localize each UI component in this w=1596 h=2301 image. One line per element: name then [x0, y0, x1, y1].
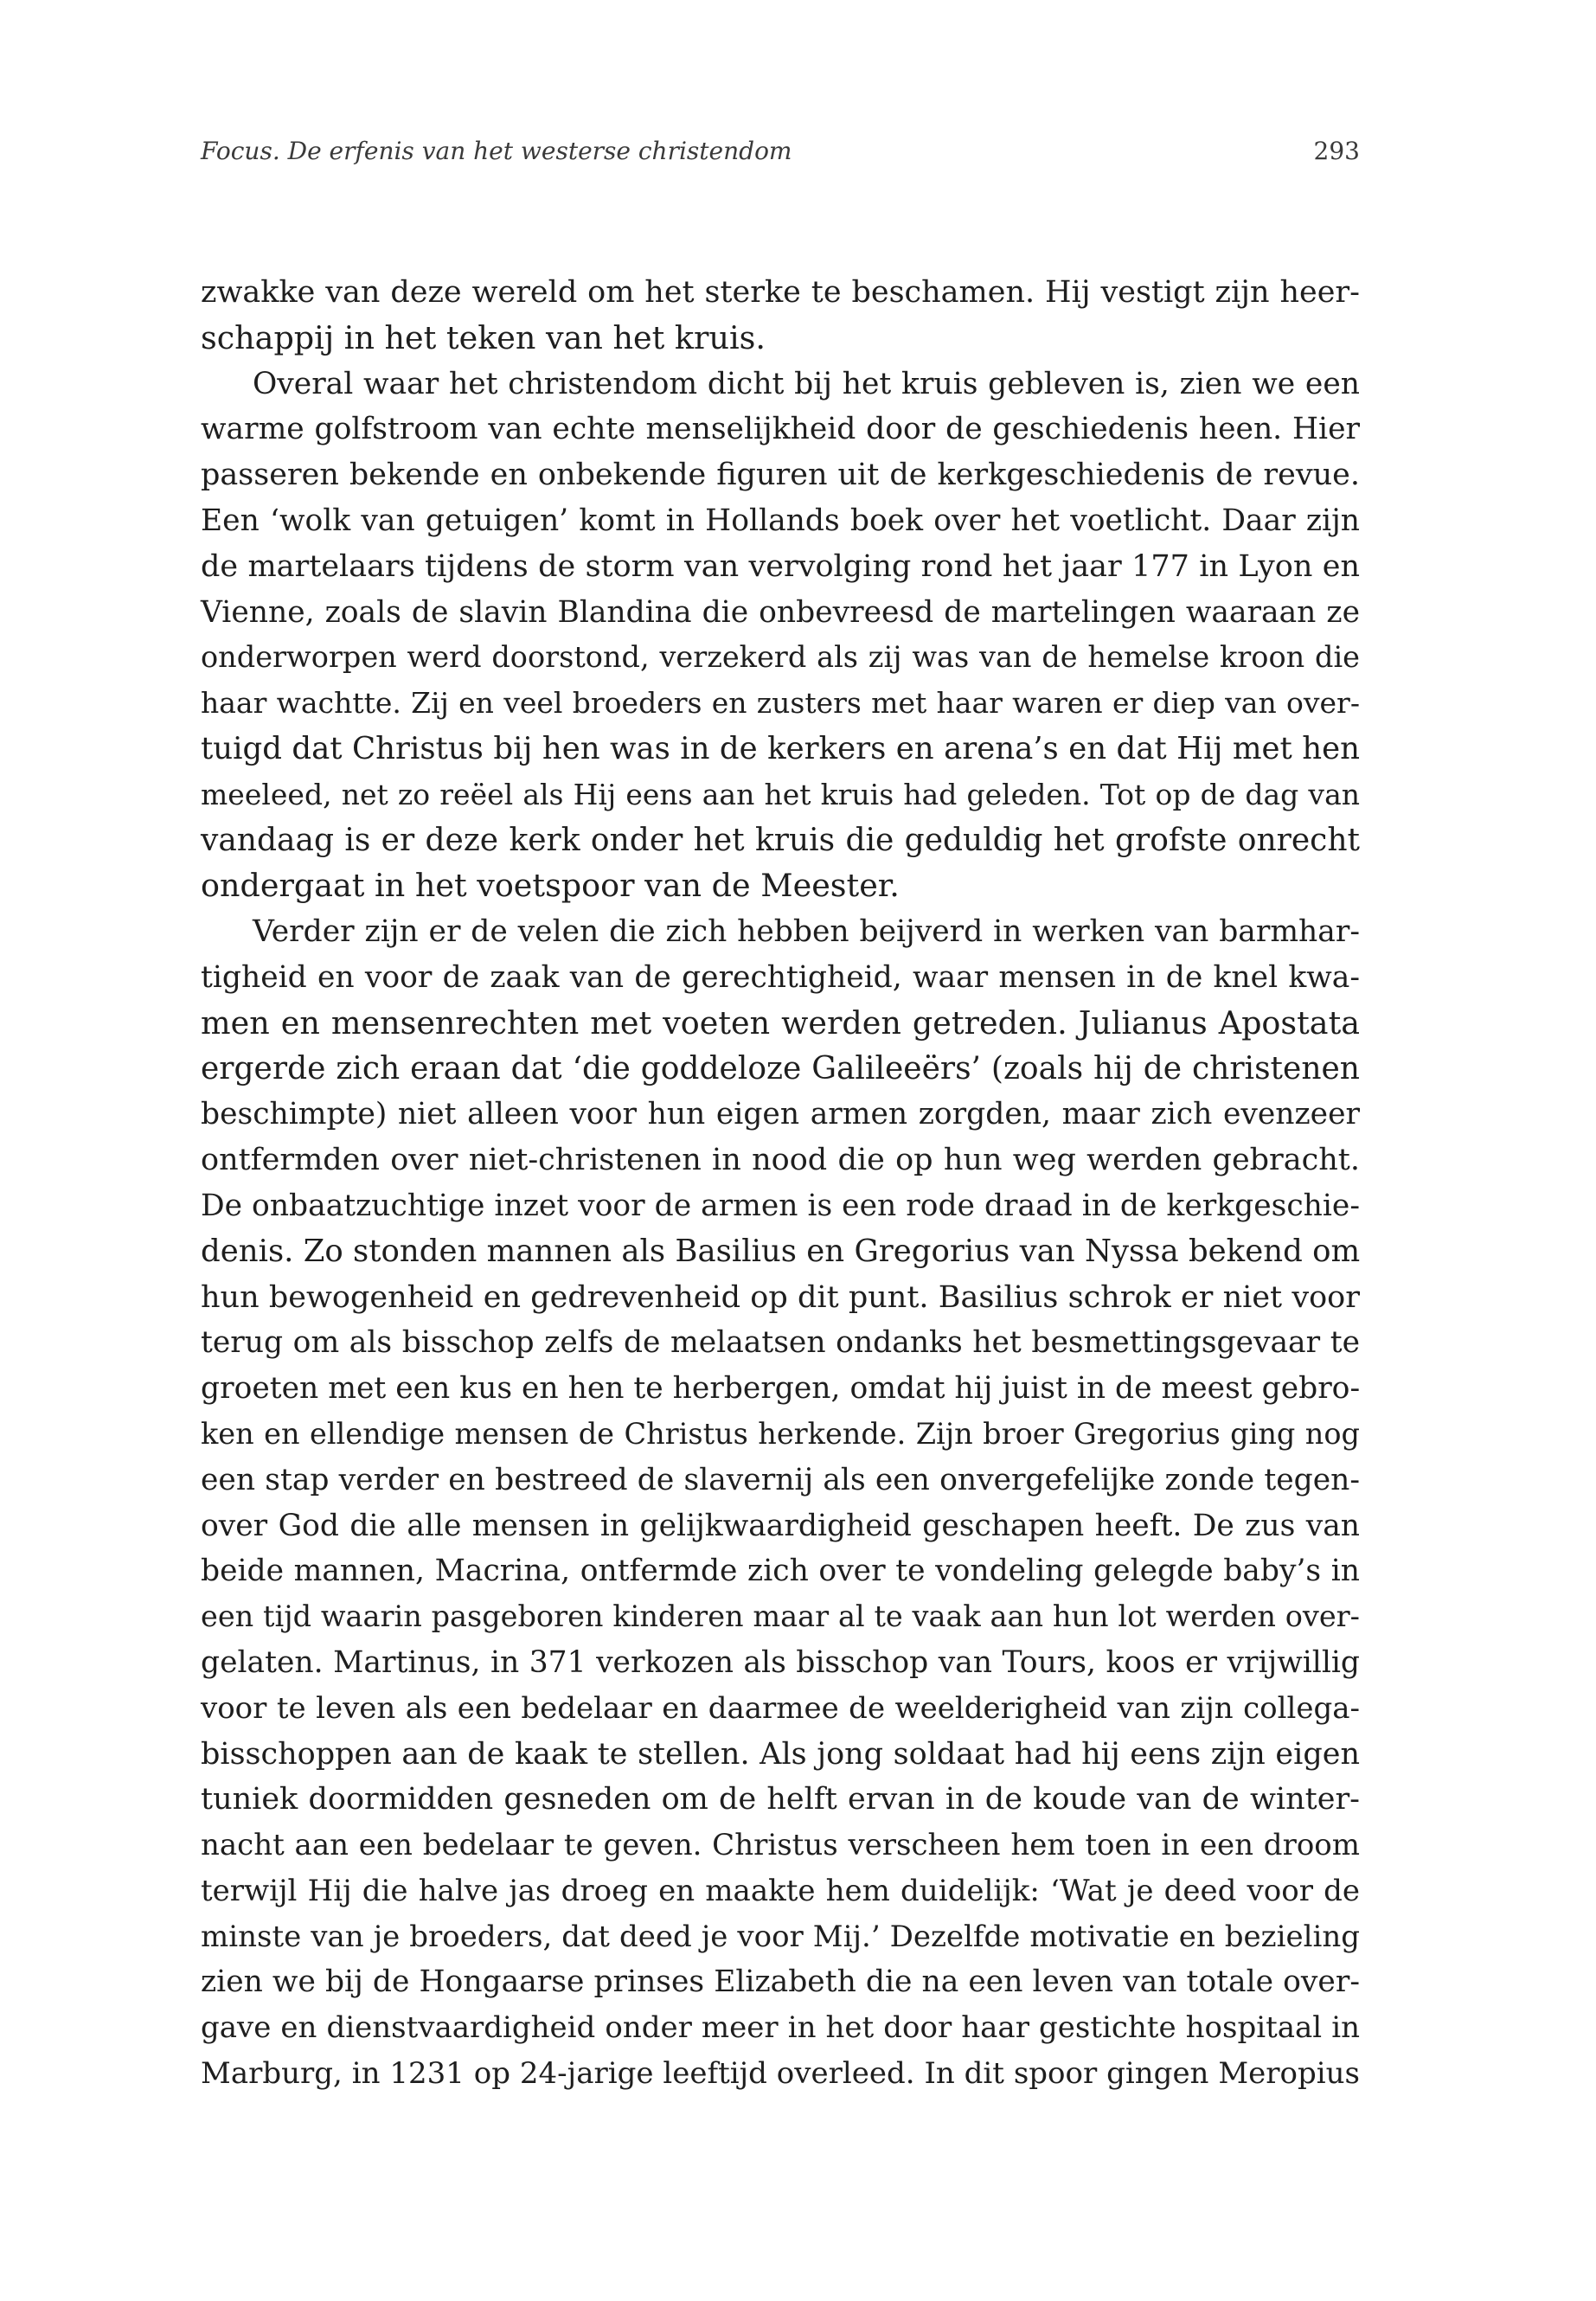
paragraph-3: [201, 909, 1360, 2097]
text-line: schappij in het teken van het kruis.: [201, 318, 766, 356]
text-line: denis. Zo stonden mannen als Basilius en Gregorius van Nyssa bekend om: [201, 1233, 1361, 1269]
text-line: een tijd waarin pasgeboren kinderen maar al te vaak aan hun lot werden over-: [201, 1599, 1360, 1634]
text-line: bisschoppen aan de kaak te stellen. Als jong soldaat had hij eens zijn eigen: [201, 1736, 1360, 1772]
running-title: Focus. De erfenis van het westerse christendom: [201, 137, 792, 165]
text-line: Verder zijn er de velen die zich hebben beijverd in werken van barmhar-: [253, 914, 1360, 950]
text-line: vandaag is er deze kerk onder het kruis die geduldig het grofste onrecht: [201, 822, 1360, 858]
text-line: een stap verder en bestreed de slavernij als een onvergefelijke zonde tegen-: [201, 1462, 1360, 1497]
text-line: Een ‘wolk van getuigen’ komt in Hollands boek over het voetlicht. Daar zijn: [201, 503, 1360, 538]
text-line: beide mannen, Macrina, ontfermde zich over te vondeling gelegde baby’s in: [201, 1554, 1360, 1589]
text-line: Marburg, in 1231 op 24-jarige leeftijd overleed. In dit spoor gingen Meropius: [201, 2056, 1360, 2092]
text-line: De onbaatzuchtige inzet voor de armen is een rode draad in de kerkgeschie-: [201, 1188, 1360, 1223]
text-line: beschimpte) niet alleen voor hun eigen armen zorgden, maar zich evenzeer: [201, 1097, 1360, 1132]
text-line: de martelaars tijdens de storm van vervolging rond het jaar 177 in Lyon en: [201, 548, 1360, 584]
text-line: ergerde zich eraan dat ‘die goddeloze Galileeërs’ (zoals hij de christenen: [201, 1050, 1360, 1086]
text-line: ondergaat in het voetspoor van de Meester.: [201, 867, 900, 905]
page-number: 293: [1313, 137, 1360, 165]
text-line: gave en dienstvaardigheid onder meer in het door haar gestichte hospitaal in: [201, 2010, 1360, 2046]
text-line: groeten met een kus en hen te herbergen, omdat hij juist in de meest gebro-: [201, 1371, 1361, 1407]
paragraph-1: [201, 270, 1360, 362]
text-line: zien we bij de Hongaarse prinses Elizabeth die na een leven van totale over-: [201, 1965, 1360, 2000]
text-line: Overal waar het christendom dicht bij het kruis gebleven is, zien we een: [253, 366, 1360, 401]
text-line: zwakke van deze wereld om het sterke te beschamen. Hij vestigt zijn heer-: [201, 275, 1360, 310]
text-line: hun bewogenheid en gedrevenheid op dit punt. Basilius schrok er niet voor: [201, 1279, 1360, 1315]
text-line: warme golfstroom van echte menselijkheid door de geschiedenis heen. Hier: [201, 412, 1360, 447]
text-line: minste van je broeders, dat deed je voor Mij.’ Dezelfde motivatie en bezieling: [201, 1919, 1360, 1954]
running-head: [201, 137, 1360, 175]
text-line: ken en ellendige mensen de Christus herkende. Zijn broer Gregorius ging nog: [201, 1416, 1360, 1451]
text-line: tuniek doormidden gesneden om de helft ervan in de koude van de winter-: [201, 1782, 1360, 1817]
text-line: passeren bekende en onbekende figuren uit de kerkgeschiedenis de revue.: [201, 458, 1360, 493]
text-line: men en mensenrechten met voeten werden getreden. Julianus Apostata: [201, 1003, 1360, 1042]
text-line: terug om als bisschop zelfs de melaatsen ondanks het besmettingsgevaar te: [201, 1325, 1360, 1361]
text-line: Vienne, zoals de slavin Blandina die onbevreesd de martelingen waaraan ze: [201, 594, 1360, 630]
text-line: gelaten. Martinus, in 371 verkozen als bisschop van Tours, koos er vrijwillig: [201, 1644, 1360, 1680]
text-line: tuigd dat Christus bij hen was in de kerkers en arena’s en dat Hij met hen: [201, 730, 1360, 766]
text-line: ontfermden over niet-christenen in nood die op hun weg werden gebracht.: [201, 1143, 1360, 1178]
body-text: [201, 270, 1360, 2097]
text-line: voor te leven als een bedelaar en daarmee de weelderigheid van zijn collega-: [201, 1690, 1360, 1726]
text-line: meeleed, net zo reëel als Hij eens aan het kruis had geleden. Tot op de dag van: [201, 777, 1360, 811]
text-line: over God die alle mensen in gelijkwaardigheid geschapen heeft. De zus van: [201, 1508, 1360, 1543]
text-line: haar wachtte. Zij en veel broeders en zusters met haar waren er diep van over-: [201, 686, 1360, 721]
paragraph-2: [201, 362, 1360, 910]
text-line: nacht aan een bedelaar te geven. Christus verscheen hem toen in een droom: [201, 1828, 1360, 1863]
text-line: onderworpen werd doorstond, verzekerd als zij was van de hemelse kroon die: [201, 640, 1360, 675]
text-line: terwijl Hij die halve jas droeg en maakte hem duidelijk: ‘Wat je deed voor de: [201, 1873, 1360, 1908]
text-line: tigheid en voor de zaak van de gerechtigheid, waar mensen in de knel kwa-: [201, 959, 1360, 995]
